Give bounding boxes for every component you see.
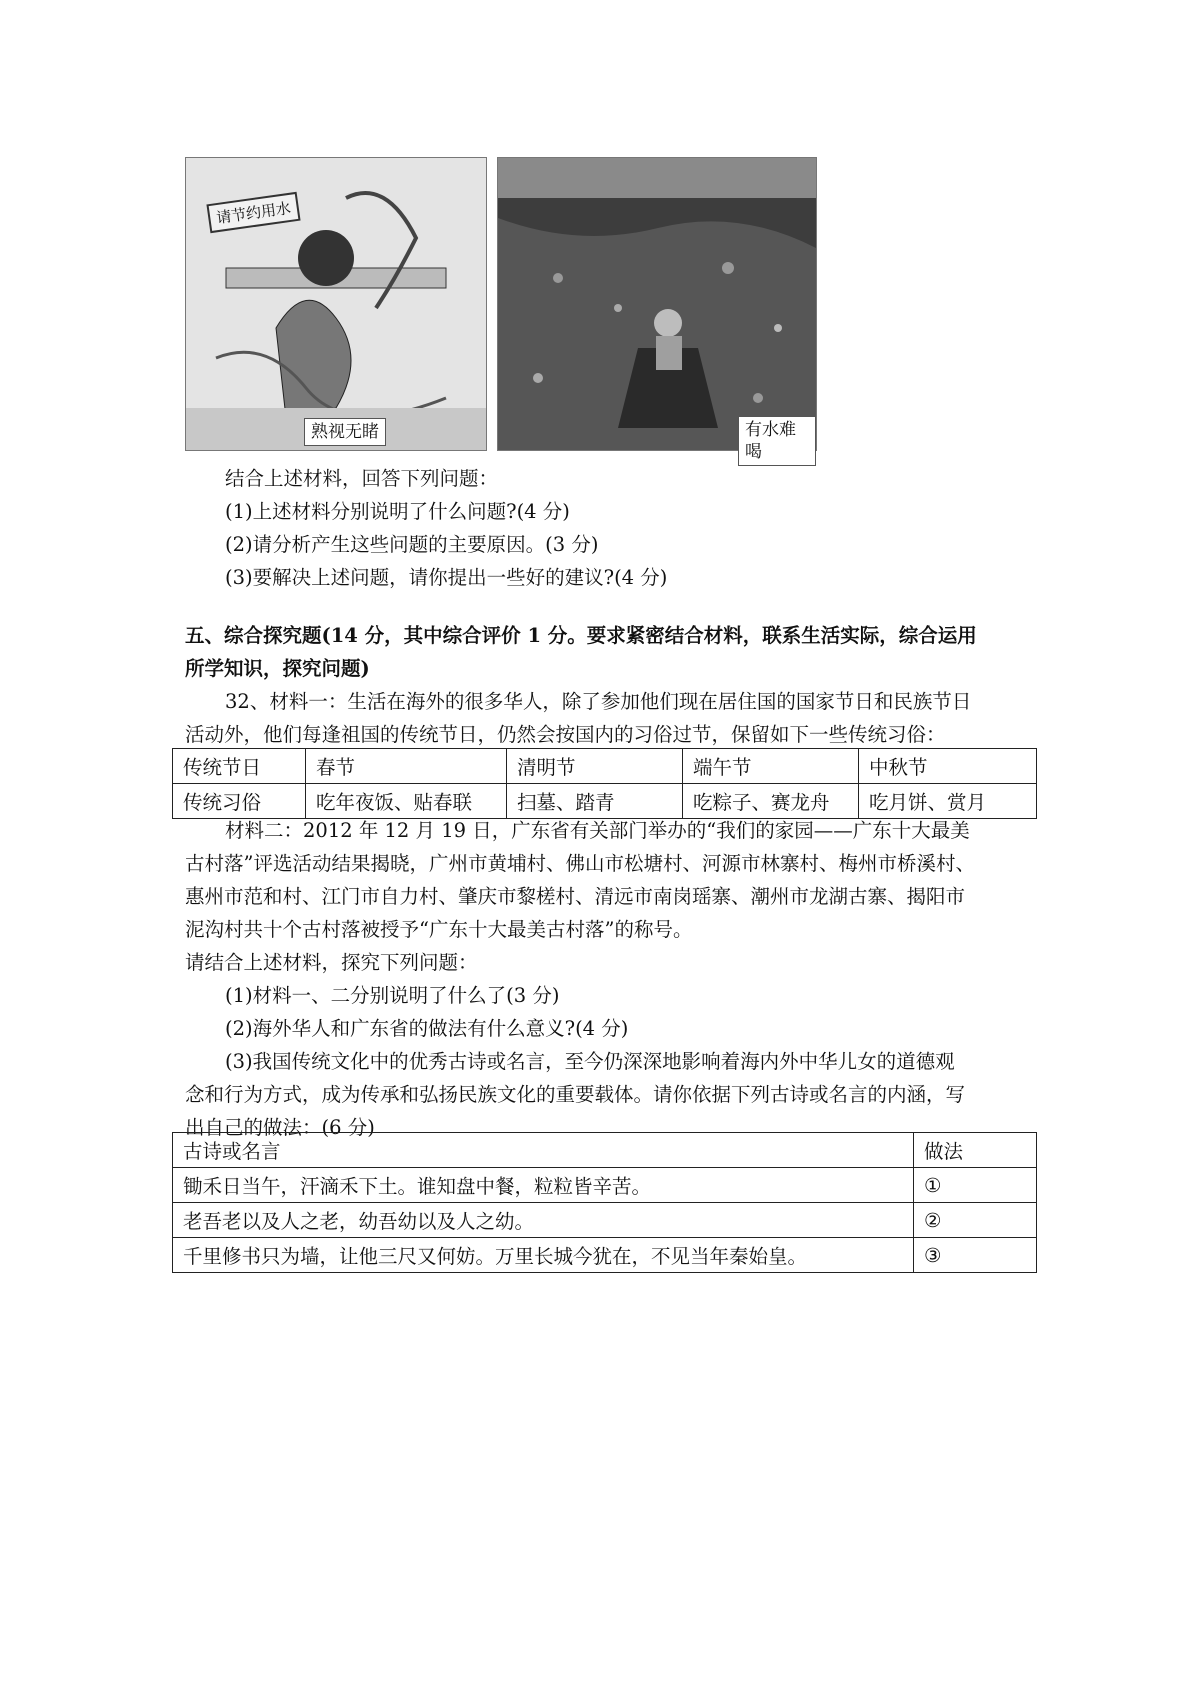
q32-question-3-line2: 念和行为方式，成为传承和弘扬民族文化的重要载体。请你依据下列古诗或名言的内涵，写 — [185, 1083, 966, 1106]
table-row — [173, 749, 1037, 784]
table-cell: 吃粽子、赛龙舟 — [683, 784, 859, 819]
material2-line4: 泥沟村共十个古村落被授予“广东十大最美古村落”的称号。 — [185, 918, 693, 941]
table-cell: 老吾老以及人之老，幼吾幼以及人之幼。 — [173, 1203, 914, 1238]
river-illustration — [498, 158, 816, 450]
q32-question-1: (1)材料一、二分别说明了什么了(3 分) — [225, 984, 560, 1007]
q32-prompt: 请结合上述材料，探究下列问题： — [185, 951, 478, 974]
material1-line1: 32、材料一：生活在海外的很多华人，除了参加他们现在居住国的国家节日和民族节日 — [225, 690, 972, 713]
table-row — [173, 1238, 1037, 1273]
table-header-cell: 古诗或名言 — [173, 1133, 914, 1168]
table-cell: 传统节日 — [173, 749, 306, 784]
answer-cell[interactable]: ③ — [914, 1238, 1037, 1273]
cartoon-image — [185, 157, 487, 451]
answer-cell[interactable]: ② — [914, 1203, 1037, 1238]
section5-heading-line2: 所学知识，探究问题) — [185, 657, 370, 680]
table-cell: 传统习俗 — [173, 784, 306, 819]
q32-question-3-line1: (3)我国传统文化中的优秀古诗或名言，至今仍深深地影响着海内外中华儿女的道德观 — [225, 1050, 955, 1073]
table-cell: 端午节 — [683, 749, 859, 784]
polluted-river-photo — [497, 157, 817, 462]
table-row — [173, 784, 1037, 819]
water-saving-sign: 请节约用水 — [206, 192, 300, 233]
q31-intro: 结合上述材料，回答下列问题： — [225, 467, 499, 490]
material1-line2: 活动外，他们每逢祖国的传统节日，仍然会按国内的习俗过节，保留如下一些传统习俗： — [185, 723, 946, 746]
material2-line3: 惠州市范和村、江门市自力村、肇庆市黎槎村、清远市南岗瑶寨、潮州市龙湖古寨、揭阳市 — [185, 885, 966, 908]
festival-table — [172, 748, 1037, 819]
table-row — [173, 1203, 1037, 1238]
material2-line2: 古村落”评选活动结果揭晓，广州市黄埔村、佛山市松塘村、河源市林寨村、梅州市桥溪村、 — [185, 852, 975, 875]
table-cell: 扫墓、踏青 — [507, 784, 683, 819]
poem-table — [172, 1132, 1037, 1273]
table-cell: 吃年夜饭、贴春联 — [306, 784, 507, 819]
q31-question-2: (2)请分析产生这些问题的主要原因。(3 分) — [225, 533, 599, 556]
answer-cell[interactable]: ① — [914, 1168, 1037, 1203]
table-row — [173, 1168, 1037, 1203]
table-cell: 春节 — [306, 749, 507, 784]
section5-heading-line1: 五、综合探究题(14 分，其中综合评价 1 分。要求紧密结合材料，联系生活实际，综合运用 — [185, 624, 977, 647]
q32-question-3-line3: 出自己的做法：(6 分) — [185, 1116, 375, 1139]
material2-line1: 材料二：2012 年 12 月 19 日，广东省有关部门举办的“我们的家园——广东十大最美 — [225, 819, 970, 842]
q32-question-2: (2)海外华人和广东省的做法有什么意义?(4 分) — [225, 1017, 629, 1040]
left-caption: 熟视无睹 — [304, 418, 386, 446]
table-cell: 中秋节 — [859, 749, 1037, 784]
right-caption: 有水难喝 — [738, 416, 816, 466]
q31-question-1: (1)上述材料分别说明了什么问题?(4 分) — [225, 500, 570, 523]
table-cell: 千里修书只为墙，让他三尺又何妨。万里长城今犹在，不见当年秦始皇。 — [173, 1238, 914, 1273]
q31-question-3: (3)要解决上述问题，请你提出一些好的建议?(4 分) — [225, 566, 668, 589]
table-header-cell: 做法 — [914, 1133, 1037, 1168]
table-cell: 锄禾日当午，汗滴禾下土。谁知盘中餐，粒粒皆辛苦。 — [173, 1168, 914, 1203]
table-cell: 吃月饼、赏月 — [859, 784, 1037, 819]
table-cell: 清明节 — [507, 749, 683, 784]
table-row — [173, 1133, 1037, 1168]
